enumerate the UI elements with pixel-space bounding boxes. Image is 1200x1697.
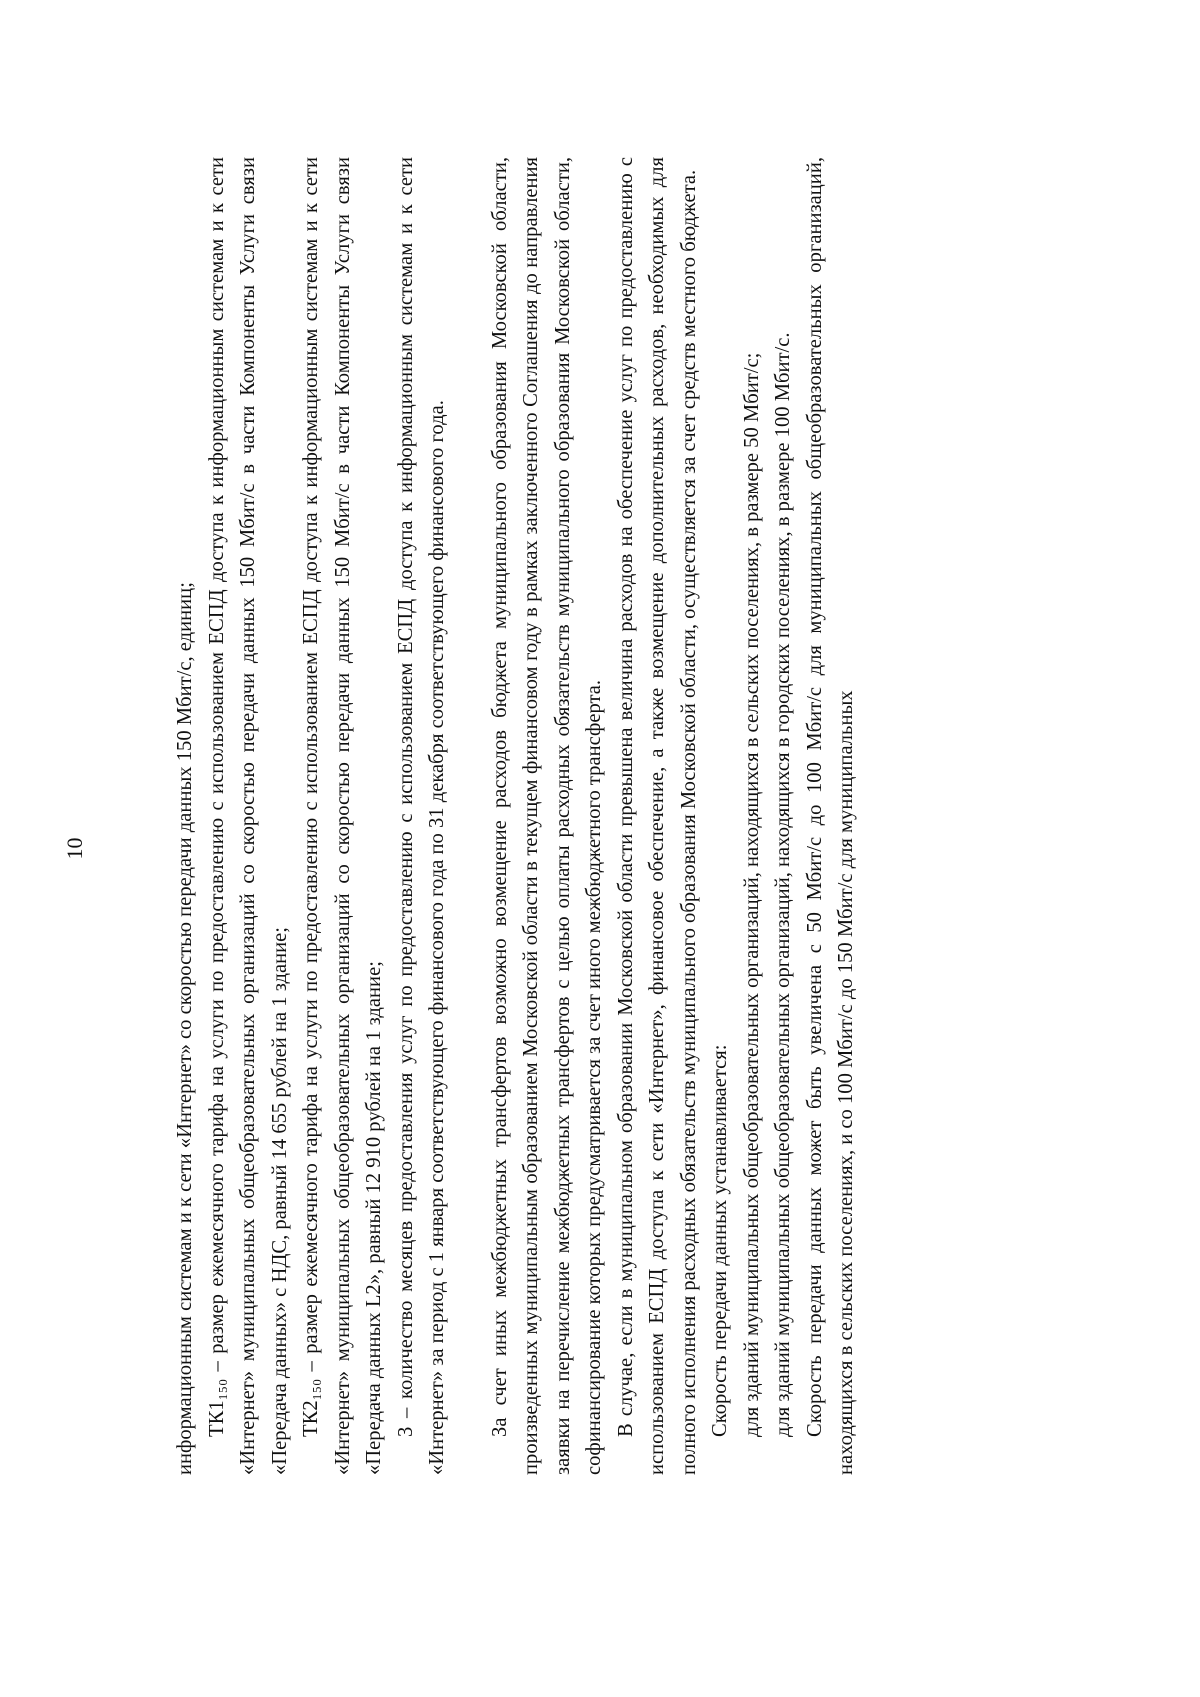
paragraph-tk1-definition: ТК1₁₅₀ – размер ежемесячного тарифа на услуги по предоставлению с использованием ЕСПД доступа к информационным системам и к сети «Интернет» муниципальных общеобразовательных организаций со скоростью передачи данных 150 Мбит/с в части Компоненты Услуги связи «Передача данных» с НДС, равный 14 655 рублей на 1 здание; [205,157,291,1475]
paragraph-speed-increase: Скорость передачи данных может быть увеличена с 50 Мбит/с до 100 Мбит/с для муниципальных общеобразовательных организаций, находящихся в сельских поселениях, и со 100 Мбит/с до 150 Мбит/с для муниципальных [803,157,857,1475]
paragraph-gap [454,157,485,1475]
paragraph-speed-rural: для зданий муниципальных общеобразовательных организаций, находящихся в сельских поселениях, в размере 50 Мбит/с; [740,352,763,1437]
paragraph-tk2-definition: ТК2₁₅₀ – размер ежемесячного тарифа на услуги по предоставлению с использованием ЕСПД доступа к информационным системам и к сети «Интернет» муниципальных общеобразовательных организаций со скоростью передачи данных 150 Мбит/с в части Компоненты Услуги связи «Передача данных L2», равный 12 910 рублей на 1 здание; [300,157,385,1475]
paragraph-excess-costs: В случае, если в муниципальном образовании Московской области превышена величина расходов на обеспечение услуг по предоставлению с использованием ЕСПД доступа к сети «Интернет», финансовое обеспечение, а также возмещение дополнительных расходов, необходимых для полного исполнения расходных обязательств муниципального образования Московской области, осуществляется за счет средств местного бюджета. [614,157,700,1475]
document-body [170,157,863,1475]
page-number: 10 [62,837,87,860]
paragraph-speed-intro: Скорость передачи данных устанавливается: [709,1044,731,1437]
paragraph-reimbursement: За счет иных межбюджетных трансфертов возможно возмещение расходов бюджета муниципального образования Московской области, произведенных муниципальным образованием Московской области в текущем финансовом году в рамках заключенного Соглашения до направления заявки на перечисление межбюджетных трансфертов с целью оплаты расходных обязательств муниципального образования Московской области, софинансирование которых предусматривается за счет иного межбюджетного трансферта. [488,157,605,1475]
paragraph-speed-urban: для зданий муниципальных общеобразовательных организаций, находящихся в городских поселениях, в размере 100 Мбит/с. [772,332,794,1437]
paragraph-continuation: информационным системам и к сети «Интернет» со скоростью передачи данных 150 Мбит/с, единиц; [174,582,196,1475]
paragraph-months-definition: 3 – количество месяцев предоставления услуг по предоставлению с использованием ЕСПД доступа к информационным системам и к сети «Интернет» за период с 1 января соответствующего финансового года по 31 декабря соответствующего финансового года. [394,157,448,1475]
